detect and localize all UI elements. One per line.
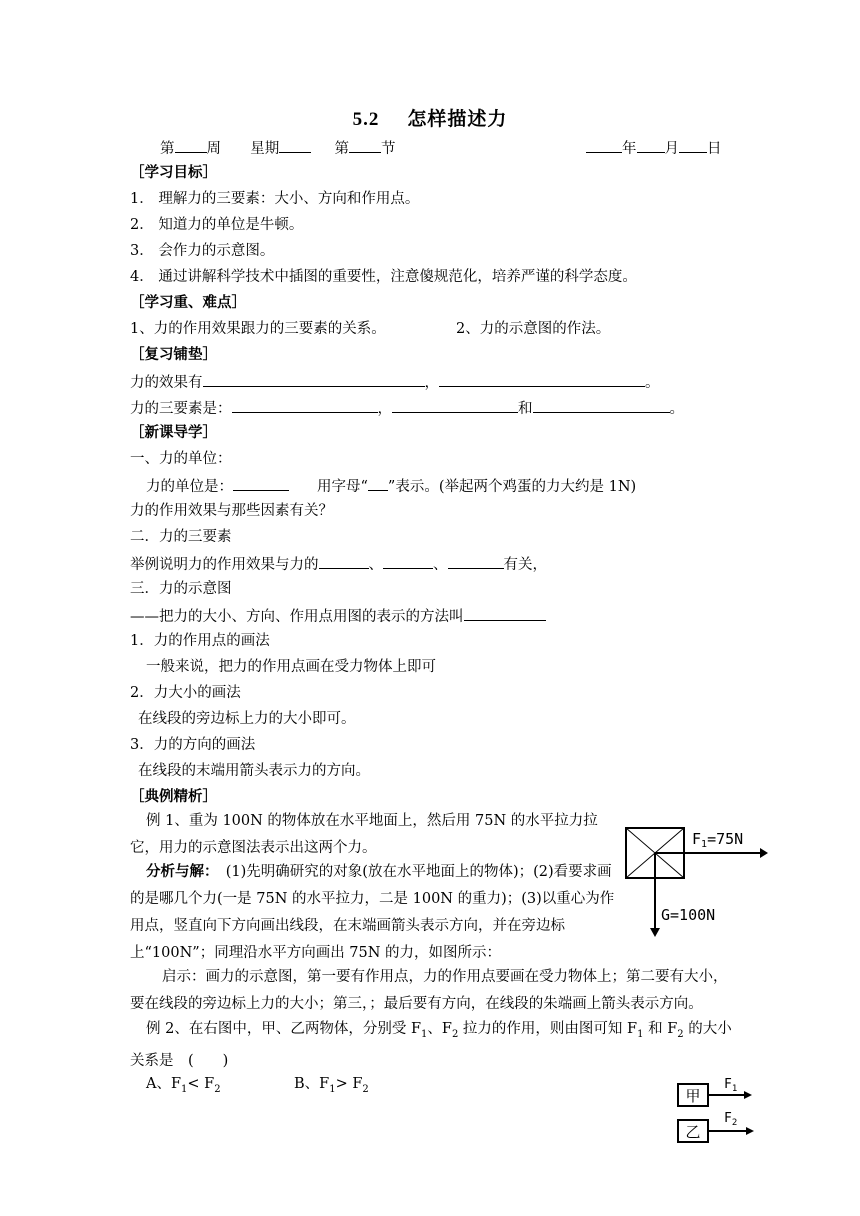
factor-question: 力的作用效果与那些因素有关？ xyxy=(130,503,333,519)
date-header: 第 周 星期 第 节 xyxy=(160,137,395,159)
heading-three-elements: 二．力的三要素 xyxy=(130,529,232,545)
force-diagram-1 xyxy=(620,822,770,940)
factors-line: 举例说明力的作用效果与力的 、 、 有关， xyxy=(130,553,547,575)
option-a: A、$F_1< F_2$ xyxy=(146,1076,221,1095)
section-review: ［复习铺垫］ xyxy=(130,346,217,363)
label-yi: 乙 xyxy=(685,1123,701,1141)
key-point-a: 1、力的作用效果跟力的三要素的关系。 xyxy=(130,321,386,337)
heading-unit: 一、力的单位： xyxy=(130,451,232,467)
f1-arrowhead xyxy=(760,848,768,858)
example-1-text: 例 1、重为 100N 的物体放在水平地面上，然后用 75N 的水平拉力拉它，用力的示意图法表示出这两个力。 xyxy=(130,813,598,856)
example-1-hint: 启示：画力的示意图，第一要有作用点，力的作用点要画在受力物体上；第二要有大小，要在线段的旁边标上力的大小；第三，；最后要有方向，在线段的朱端画上箭头表示方向。 xyxy=(130,969,728,1012)
f2-arrowhead xyxy=(746,1127,754,1135)
heading-diagram: 三．力的示意图 xyxy=(130,581,232,597)
goal-item: 2． 知道力的单位是牛顿。 xyxy=(130,217,304,233)
goal-item: 3． 会作力的示意图。 xyxy=(130,243,275,259)
step-1-text: 一般来说，把力的作用点画在受力物体上即可 xyxy=(146,659,436,675)
step-1-heading: 1．力的作用点的画法 xyxy=(130,633,270,649)
title-text: 怎样描述力 xyxy=(407,108,508,130)
goal-item: 4． 通过讲解科学技术中插图的重要性，注意傻规范化，培养严谨的科学态度。 xyxy=(130,269,637,285)
unit-line: 力的单位是： 用字母“ ”表示。(举起两个鸡蛋的力大约是 1N) xyxy=(146,475,636,497)
review-line-1: 力的效果有 ， 。 xyxy=(130,371,660,393)
label-jia: 甲 xyxy=(685,1087,701,1105)
goal-item: 1． 理解力的三要素：大小、方向和作用点。 xyxy=(130,191,420,207)
diagram-definition: ——把力的大小、方向、作用点用图的表示的方法叫 xyxy=(130,605,546,627)
g-label: G=100N xyxy=(661,906,716,924)
example-2-text: 例 2、在右图中，甲、乙两物体，分别受 $F_1$、$F_2$ 拉力的作用，则由图可知 $F_1$ 和 $F_2$ 的大小关系是 ( ) xyxy=(130,1021,732,1069)
step-3-heading: 3．力的方向的画法 xyxy=(130,737,256,753)
example-1-analysis: 分析与解： (1)先明确研究的对象(放在水平地面上的物体)；(2)看要求画的是哪几个力(一是 75N 的水平拉力，二是 100N 的重力)；(3)以重心为作用点，竖直向下方向画出线段，在末端画箭头表示方向，并在旁边标上“100N”；同理沿水平方向画出 75N 的力，如图所示： xyxy=(130,863,615,961)
key-point-b: 2、力的示意图的作法。 xyxy=(456,321,611,337)
step-2-heading: 2．力大小的画法 xyxy=(130,685,241,701)
section-key-points: ［学习重、难点］ xyxy=(130,294,246,311)
section-examples: ［典例精析］ xyxy=(130,788,217,805)
date-fields: 年 月 日 xyxy=(586,137,722,159)
section-new-lesson: ［新课导学］ xyxy=(130,424,217,441)
section-number: 5.2 xyxy=(352,109,380,130)
page-title xyxy=(0,104,860,131)
review-line-2: 力的三要素是： ， 和 。 xyxy=(130,397,684,419)
f1-arrowhead xyxy=(744,1091,752,1099)
section-goals: ［学习目标］ xyxy=(130,164,217,181)
g-arrowhead xyxy=(650,928,660,937)
option-b: B、$F_1> F_2$ xyxy=(294,1076,369,1095)
step-3-text: 在线段的末端用箭头表示力的方向。 xyxy=(138,763,370,779)
f1-label: $F_1$ xyxy=(724,1077,738,1094)
force-diagram-2 xyxy=(672,1072,762,1146)
f1-label: $F_1=75N$ xyxy=(692,830,744,850)
step-2-text: 在线段的旁边标上力的大小即可。 xyxy=(138,711,356,727)
f2-label: $F_2$ xyxy=(724,1111,738,1128)
